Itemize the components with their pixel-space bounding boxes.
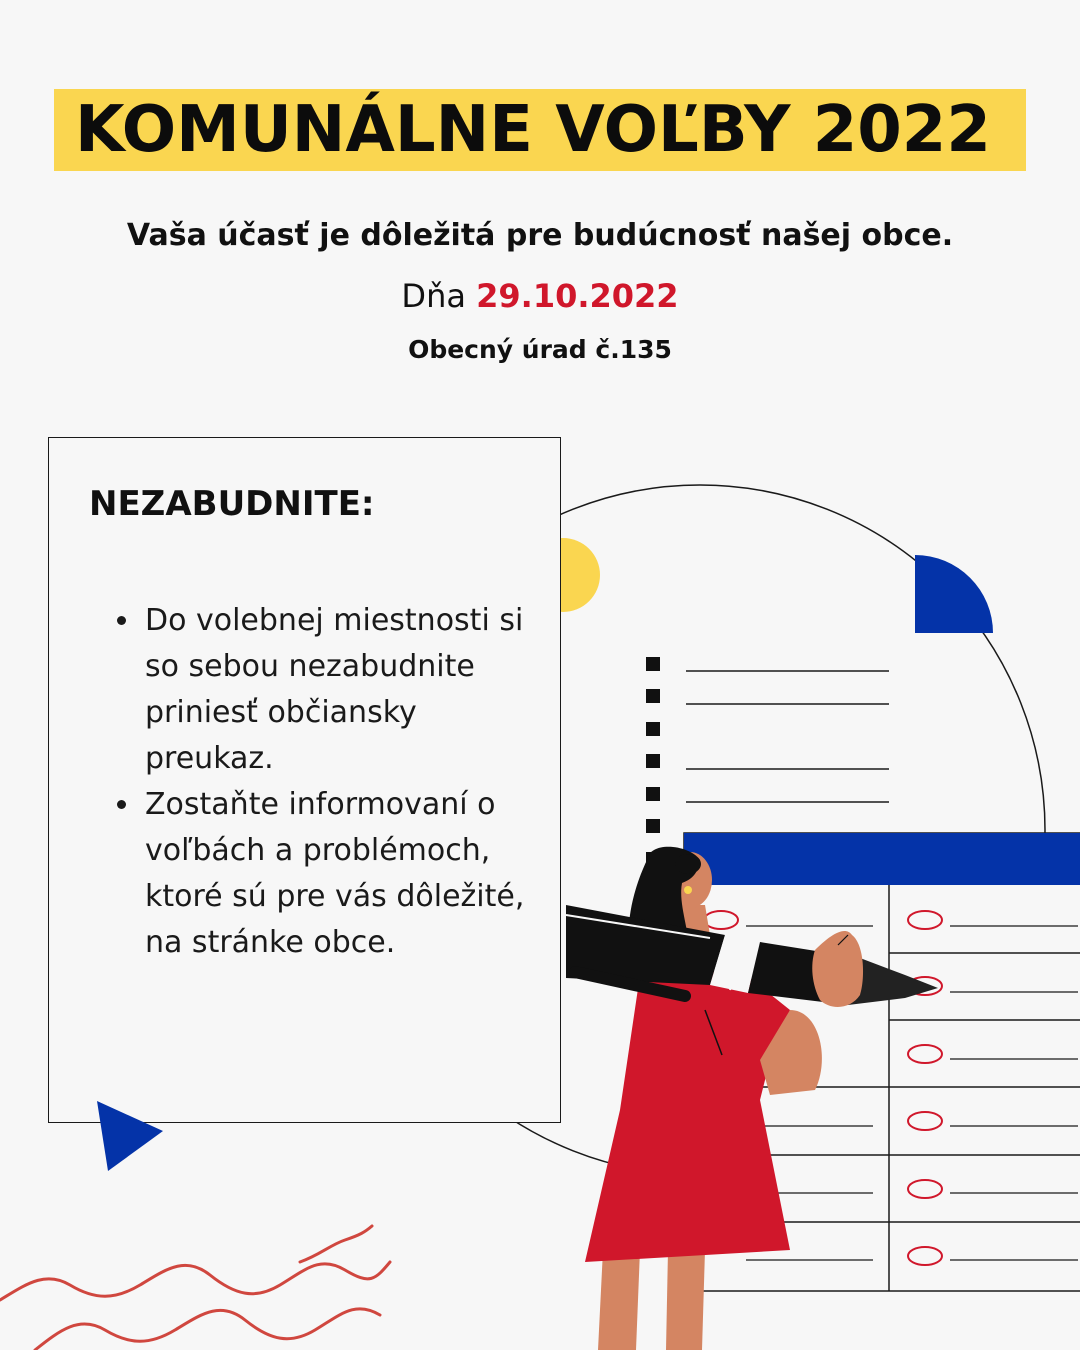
page-title: KOMUNÁLNE VOĽBY 2022 xyxy=(75,93,991,167)
election-location: Obecný úrad č.135 xyxy=(408,335,672,364)
election-date: 29.10.2022 xyxy=(476,277,679,315)
list-item: Do volebnej miestnosti si so sebou nezabudnite priniesť občiansky preukaz. xyxy=(145,598,540,782)
blue-quarter-circle-icon xyxy=(915,555,993,633)
wavy-lines-icon xyxy=(0,1226,390,1350)
reminder-heading: NEZABUDNITE: xyxy=(89,484,375,524)
ballot-sheet-illustration xyxy=(684,833,1080,1291)
checklist-icon xyxy=(646,657,660,866)
reminder-list xyxy=(145,598,540,966)
list-item: Zostaňte informovaní o voľbách a problémoch, ktoré sú pre vás dôležité, na stránke obce. xyxy=(145,782,540,966)
date-prefix: Dňa xyxy=(401,277,466,315)
reminder-card xyxy=(48,437,561,1123)
checklist-lines xyxy=(686,671,889,802)
subtitle: Vaša účasť je dôležitá pre budúcnosť našej obce. xyxy=(126,218,954,253)
